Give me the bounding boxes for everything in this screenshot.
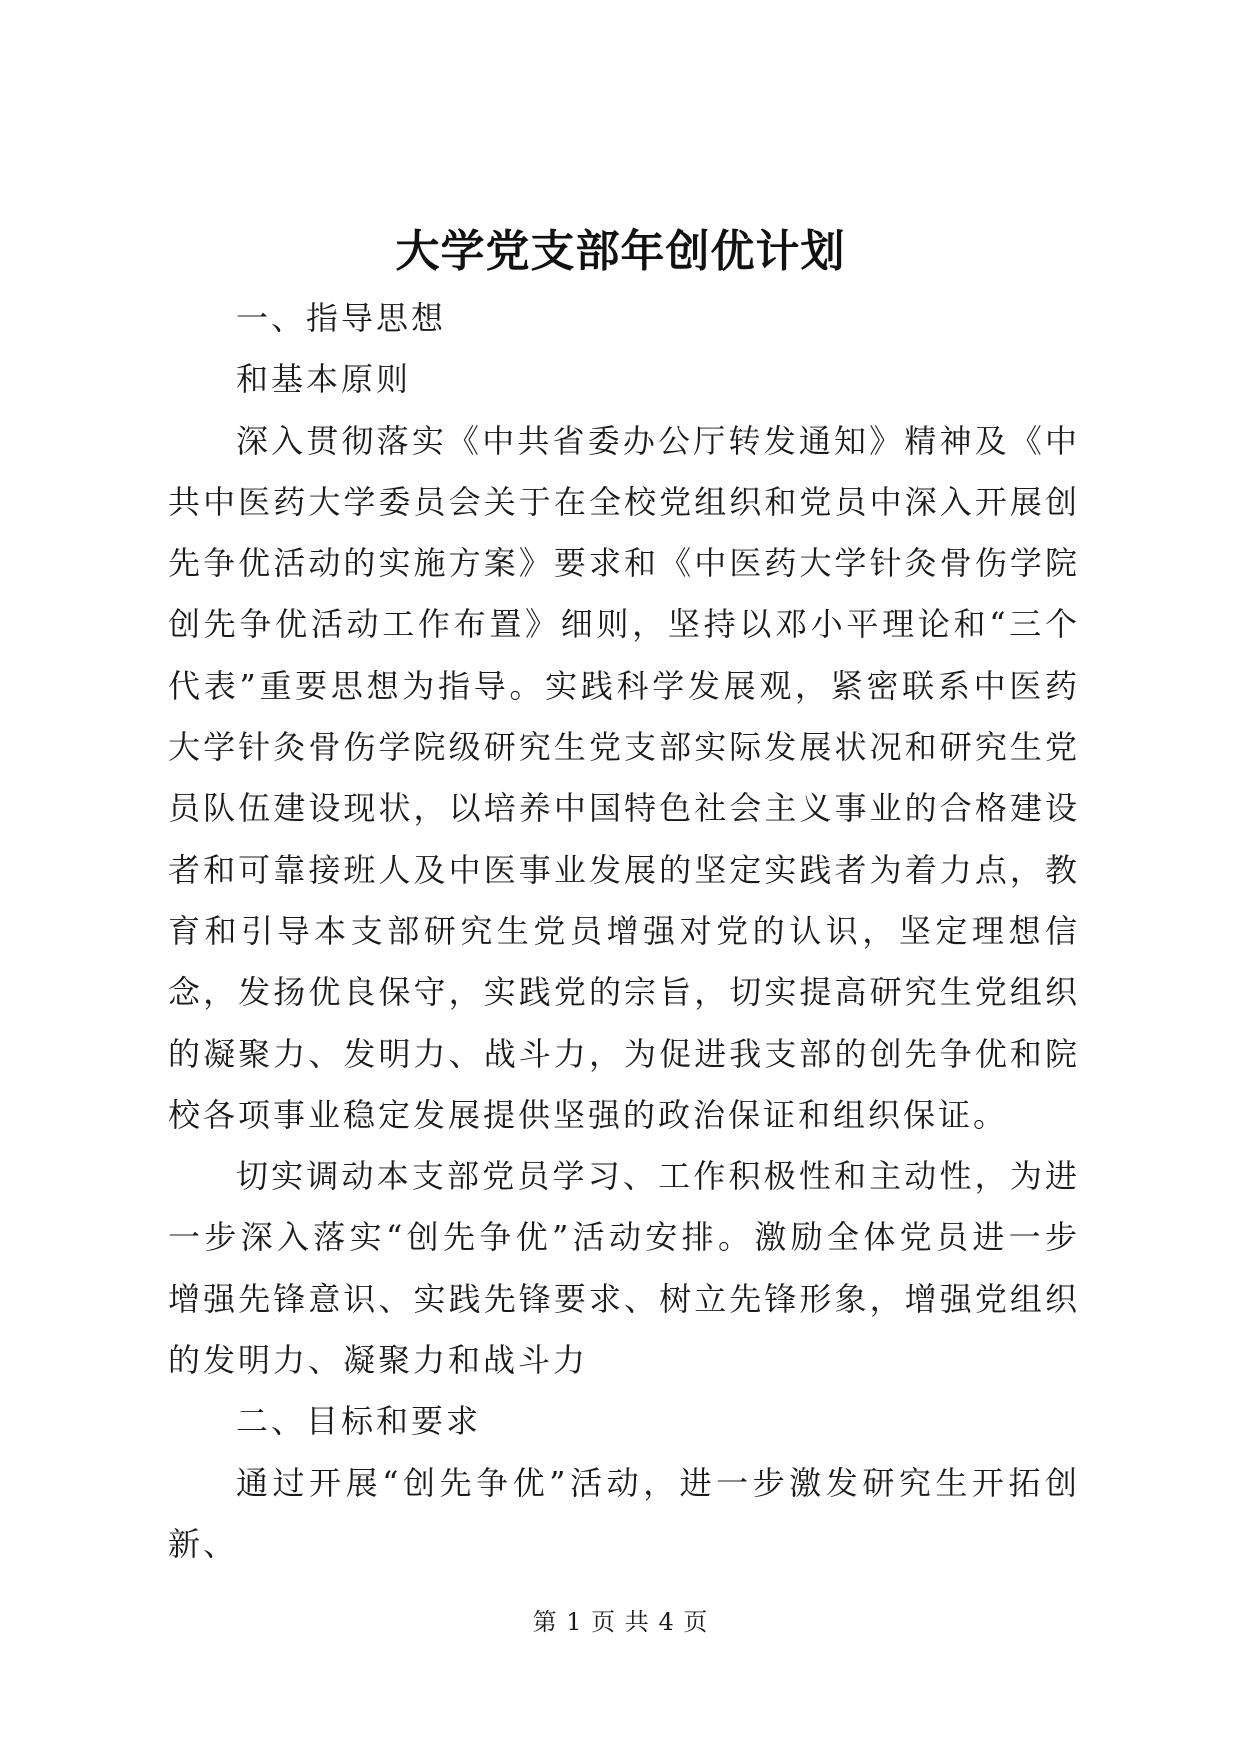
document-title: 大学党支部年创优计划 (395, 226, 846, 277)
body-paragraph: 切实调动本支部党员学习、工作积极性和主动性，为进一步深入落实“创先争优”活动安排。激励全体党员进一步增强先锋意识、实践先锋要求、树立先锋形象，增强党组织的发明力、凝聚力和战斗力 (168, 1157, 1080, 1380)
section-heading: 一、指导思想 (236, 299, 447, 337)
document-body (168, 288, 1080, 1575)
page-number-footer: 第 1 页 共 4 页 (532, 1608, 709, 1636)
body-paragraph: 深入贯彻落实《中共省委办公厅转发通知》精神及《中共中医药大学委员会关于在全校党组织和党员中深入开展创先争优活动的实施方案》要求和《中医药大学针灸骨伤学院创先争优活动工作布置》细则，坚持以邓小平理论和“三个代表”重要思想为指导。实践科学发展观，紧密联系中医药大学针灸骨伤学院级研究生党支部实际发展状况和研究生党员队伍建设现状，以培养中国特色社会主义事业的合格建设者和可靠接班人及中医事业发展的坚定实践者为着力点，教育和引导本支部研究生党员增强对党的认识，坚定理想信念，发扬优良保守，实践党的宗旨，切实提高研究生党组织的凝聚力、发明力、战斗力，为促进我支部的创先争优和院校各项事业稳定发展提供坚强的政治保证和组织保证。 (168, 421, 1080, 1134)
section-heading: 二、目标和要求 (236, 1402, 482, 1441)
body-paragraph: 通过开展“创先争优”活动，进一步激发研究生开拓创新、 (168, 1463, 1080, 1563)
section-heading-continued: 和基本原则 (236, 360, 412, 399)
